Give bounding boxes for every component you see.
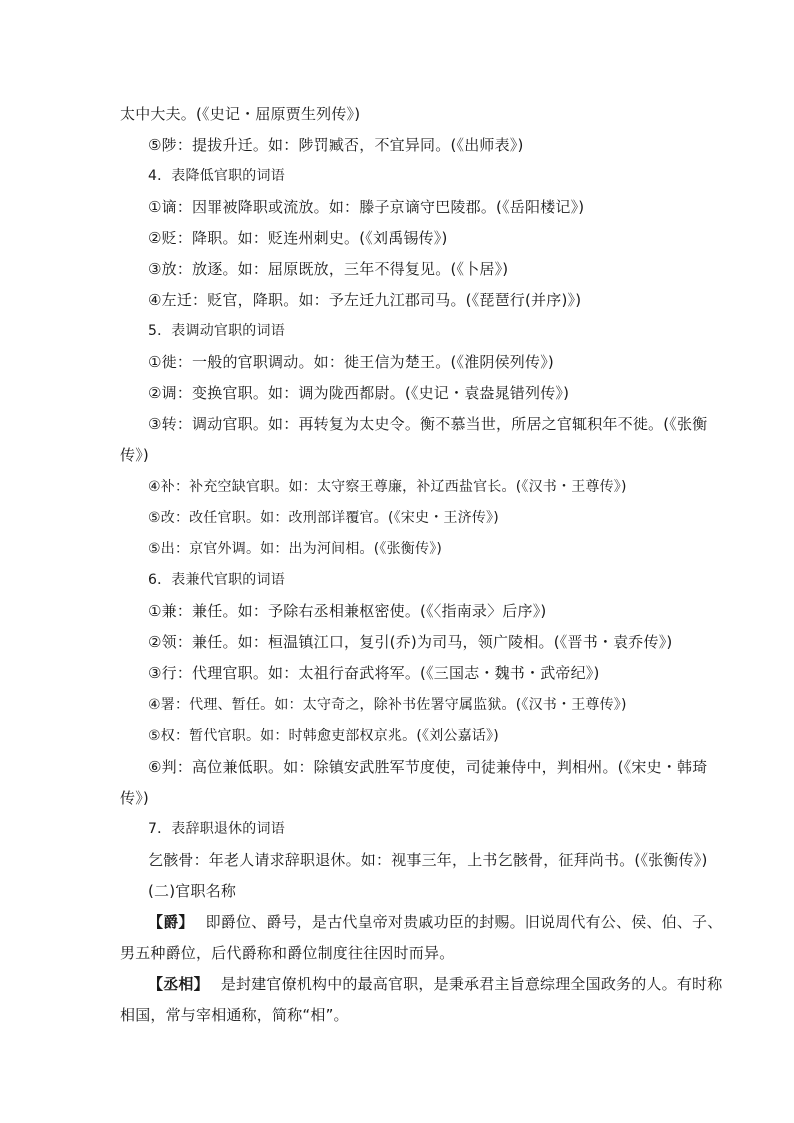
text-line-xi: ①徙：一般的官职调动。如：徙王信为楚王。(《淮阴侯列传》) <box>148 353 554 371</box>
text-line-zuoqian: ④左迁：贬官，降职。如：予左迁九江郡司马。(《琵琶行(并序)》) <box>148 291 582 309</box>
text-line-chu: ⑤出：京官外调。如：出为河间相。(《张衡传》) <box>148 541 443 557</box>
section-heading-6: 6．表兼代官职的词语 <box>148 572 285 588</box>
text-line-fang: ③放：放逐。如：屈原既放，三年不得复见。(《卜居》) <box>148 260 509 278</box>
text-line-zhe: ①谪：因罪被降职或流放。如：滕子京谪守巴陵郡。(《岳阳楼记》) <box>148 198 585 216</box>
text-line-jian: ①兼：兼任。如：予除右丞相兼枢密使。(《〈指南录〉后序》) <box>148 602 547 620</box>
term-jue: 【爵】 <box>148 913 194 931</box>
text-line-pan-cont: 传》) <box>120 789 149 807</box>
text-line-quan: ⑤权：暂代官职。如：时韩愈吏部权京兆。(《刘公嘉话》) <box>148 728 499 744</box>
section-heading-4: 4．表降低官职的词语 <box>148 168 285 184</box>
section-heading-guanzhi: (二)官职名称 <box>148 882 237 900</box>
text-line-diao: ②调：变换官职。如：调为陇西都尉。(《史记・袁盎晁错列传》) <box>148 384 570 402</box>
text-line-bian: ②贬：降职。如：贬连州刺史。(《刘禹锡传》) <box>148 229 448 247</box>
section-heading-5: 5．表调动官职的词语 <box>148 323 285 339</box>
entry-chengxiang-line1 <box>148 974 723 994</box>
text-line-qihaigu: 乞骸骨：年老人请求辞职退休。如：视事三年，上书乞骸骨，征拜尚书。(《张衡传》) <box>148 851 708 869</box>
text-line-ling: ②领：兼任。如：桓温镇江口，复引(乔)为司马，领广陵相。(《晋书・袁乔传》) <box>148 633 673 651</box>
text-line-continuation: 太中大夫。(《史记・屈原贾生列传》) <box>120 105 361 123</box>
text-line-bu: ④补：补充空缺官职。如：太守察王尊廉，补辽西盐官长。(《汉书・王尊传》) <box>148 479 627 495</box>
section-heading-7: 7．表辞职退休的词语 <box>148 821 285 837</box>
text-line-zhuan: ③转：调动官职。如：再转复为太史令。衡不慕当世，所居之官辄积年不徙。(《张衡 <box>148 415 708 433</box>
term-chengxiang: 【丞相】 <box>148 975 209 993</box>
text-line-gai: ⑤改：改任官职。如：改刑部详覆官。(《宋史・王济传》) <box>148 510 499 526</box>
text-line-xing: ③行：代理官职。如：太祖行奋武将军。(《三国志・魏书・武帝纪》) <box>148 664 600 682</box>
text-line-zhi: ⑤陟：提拔升迁。如：陟罚臧否，不宜异同。(《出师表》) <box>148 136 524 154</box>
text-line-pan: ⑥判：高位兼低职。如：除镇安武胜军节度使，司徒兼侍中，判相州。(《宋史・韩琦 <box>148 758 708 776</box>
entry-jue-line2: 男五种爵位，后代爵称和爵位制度往往因时而异。 <box>120 944 455 962</box>
text-line-zhuan-cont: 传》) <box>120 446 149 464</box>
entry-jue-line1 <box>148 912 723 932</box>
text-line-shu: ④署：代理、暂任。如：太守奇之，除补书佐署守属监狱。(《汉书・王尊传》) <box>148 697 627 713</box>
entry-chengxiang-text1: 是封建官僚机构中的最高官职，是秉承君主旨意综理全国政务的人。有时称 <box>220 975 723 993</box>
entry-jue-text1: 即爵位、爵号，是古代皇帝对贵戚功臣的封赐。旧说周代有公、侯、伯、子、 <box>205 913 723 931</box>
entry-chengxiang-line2: 相国，常与宰相通称，简称“相”。 <box>120 1006 349 1024</box>
